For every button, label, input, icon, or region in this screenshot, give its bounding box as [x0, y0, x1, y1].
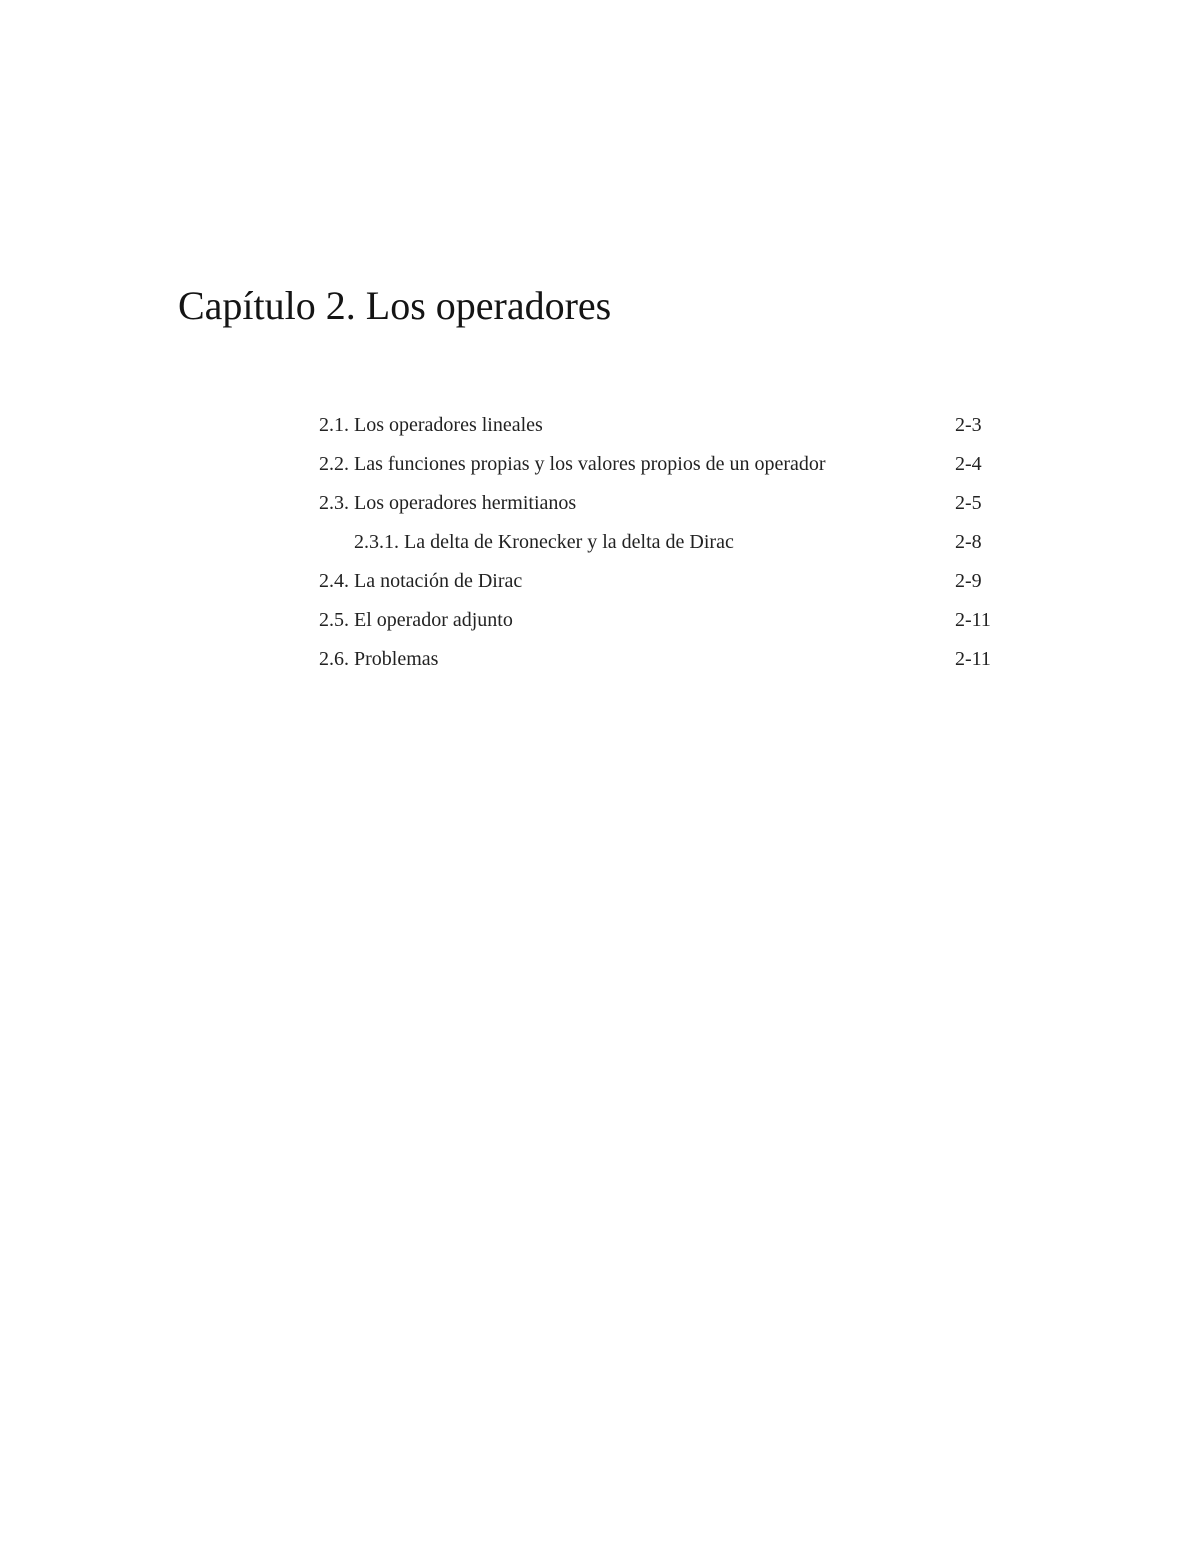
toc-entry-number: 2.3.: [319, 492, 349, 514]
toc-entry[interactable]: [319, 448, 1019, 487]
toc-entry-page: 2-11: [955, 609, 991, 631]
toc-entry-page: 2-8: [955, 531, 982, 553]
toc-entry-label: [319, 604, 513, 636]
toc-entry-label: [319, 526, 734, 558]
toc-entry-number: 2.2.: [319, 453, 349, 475]
toc-entry-title: Los operadores lineales: [354, 414, 543, 436]
toc-entry-title: El operador adjunto: [354, 609, 513, 631]
toc-entry-title: Los operadores hermitianos: [354, 492, 577, 514]
table-of-contents: [319, 409, 1019, 682]
toc-entry-title: Las funciones propias y los valores propios de un operador: [354, 453, 826, 475]
toc-entry-title: Problemas: [354, 648, 439, 670]
toc-entry[interactable]: [319, 604, 1019, 643]
toc-entry-number: 2.1.: [319, 414, 349, 436]
toc-entry-label: [319, 487, 576, 519]
toc-entry-page: 2-5: [955, 492, 982, 514]
toc-entry-number: 2.5.: [319, 609, 349, 631]
toc-entry[interactable]: [319, 409, 1019, 448]
toc-entry-page: 2-9: [955, 570, 982, 592]
toc-entry-label: [319, 643, 438, 675]
toc-subentry[interactable]: [319, 526, 1019, 565]
toc-entry-page: 2-11: [955, 648, 991, 670]
toc-entry-number: 2.4.: [319, 570, 349, 592]
toc-entry-number: 2.3.1.: [354, 531, 399, 553]
toc-entry-page: 2-3: [955, 414, 982, 436]
toc-entry-label: [319, 448, 826, 480]
toc-entry[interactable]: [319, 565, 1019, 604]
toc-entry-number: 2.6.: [319, 648, 349, 670]
toc-entry[interactable]: [319, 487, 1019, 526]
toc-entry-label: [319, 565, 522, 597]
chapter-title: Capítulo 2. Los operadores: [178, 283, 612, 328]
toc-entry-title: La delta de Kronecker y la delta de Dirac: [404, 531, 734, 553]
toc-entry-label: [319, 409, 543, 441]
toc-entry-page: 2-4: [955, 453, 982, 475]
toc-entry[interactable]: [319, 643, 1019, 682]
toc-entry-title: La notación de Dirac: [354, 570, 523, 592]
